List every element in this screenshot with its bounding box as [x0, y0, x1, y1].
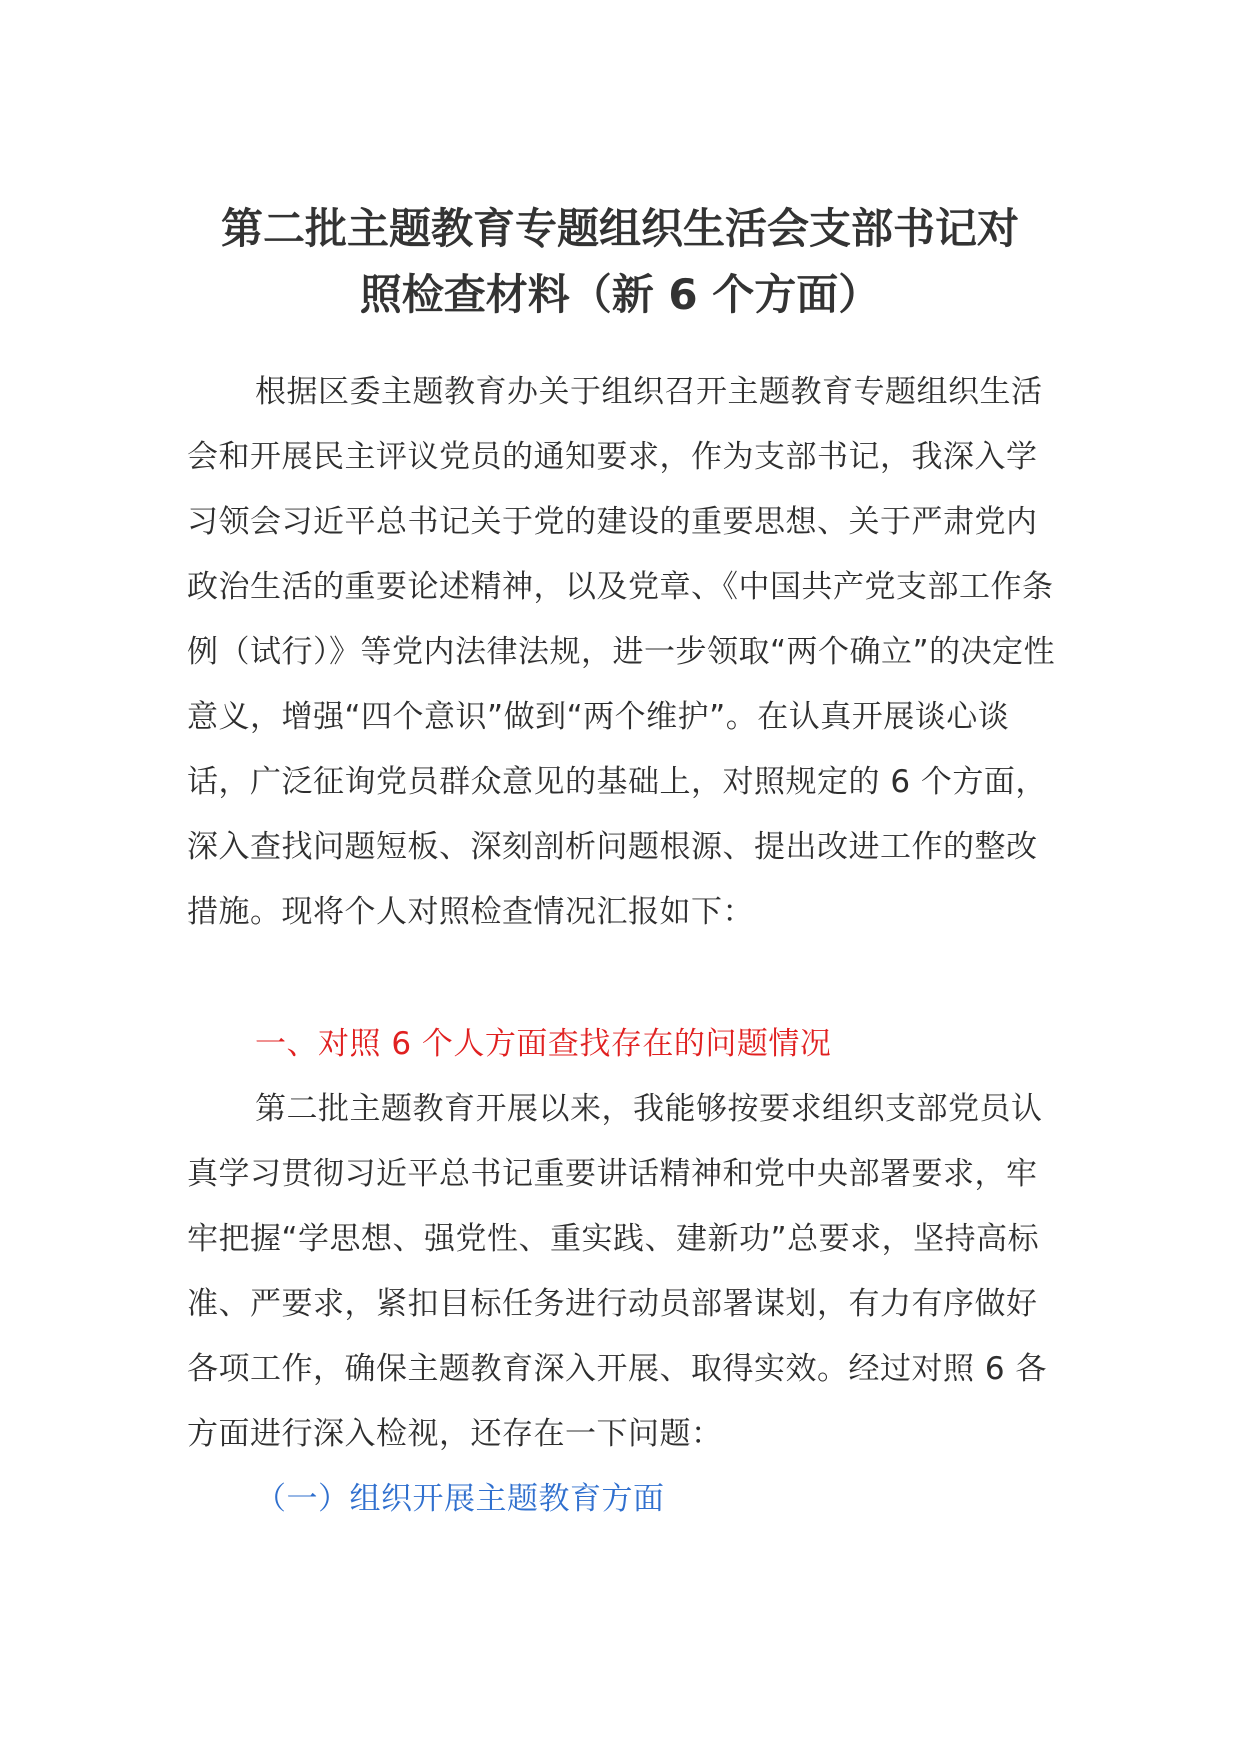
section-1-paragraph: 第二批主题教育开展以来，我能够按要求组织支部党员认真学习贯彻习近平总书记重要讲话精神和党中央部署要求，牢牢把握“学思想、强党性、重实践、建新功”总要求，坚持高标准、严要求，紧扣目标任务进行动员部署谋划，有力有序做好各项工作，确保主题教育深入开展、取得实效。经过对照 6 各方面进行深入检视，还存在一下问题：: [187, 1091, 1047, 1452]
document-title: [150, 196, 1090, 328]
subsection-heading-1: （一）组织开展主题教育方面: [255, 1481, 665, 1517]
title-line-1: 第二批主题教育专题组织生活会支部书记对: [220, 204, 1019, 253]
title-line-2: 照检查材料（新 6 个方面）: [359, 270, 881, 319]
intro-paragraph: 根据区委主题教育办关于组织召开主题教育专题组织生活会和开展民主评议党员的通知要求，作为支部书记，我深入学习领会习近平总书记关于党的建设的重要思想、关于严肃党内政治生活的重要论述精神，以及党章、《中国共产党支部工作条例（试行）》等党内法律法规，进一步领取“两个确立”的决定性意义，增强“四个意识”做到“两个维护”。在认真开展谈心谈话，广泛征询党员群众意见的基础上，对照规定的 6 个方面，深入查找问题短板、深刻剖析问题根源、提出改进工作的整改措施。现将个人对照检查情况汇报如下：: [187, 374, 1056, 930]
section-heading-1: 一、对照 6 个人方面查找存在的问题情况: [255, 1026, 832, 1062]
